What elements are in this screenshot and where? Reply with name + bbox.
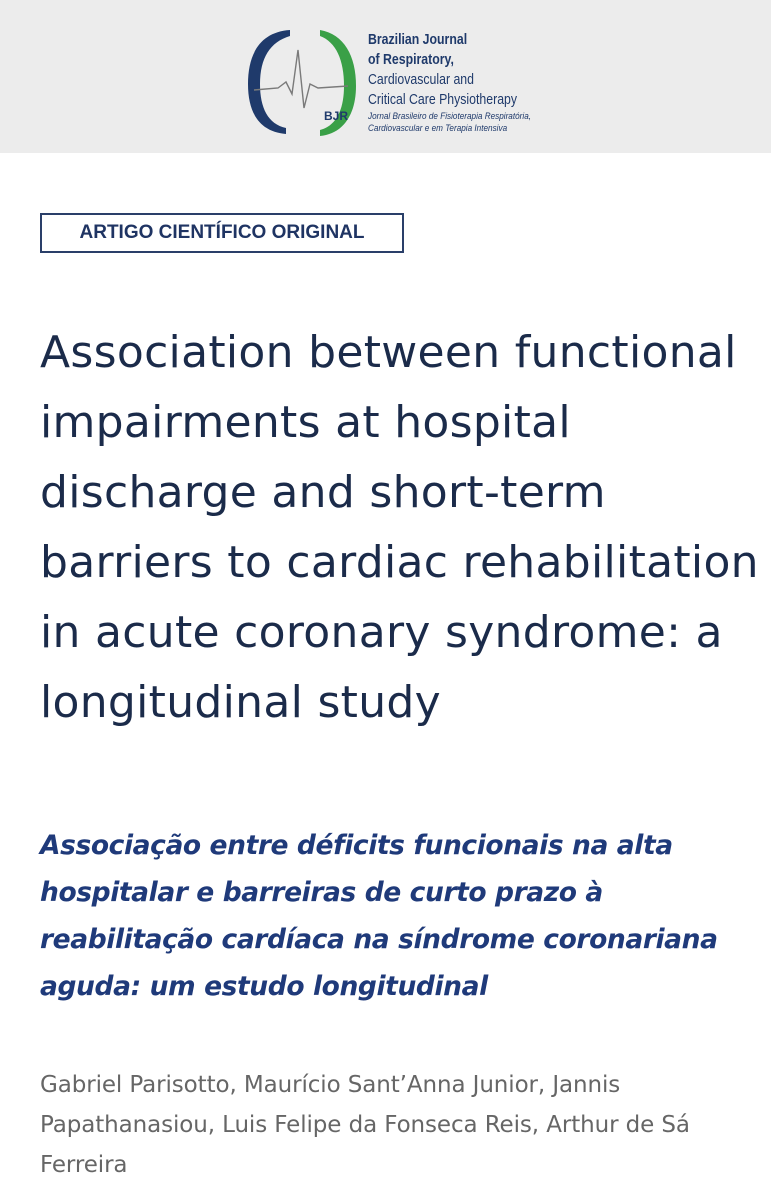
- article-title-portuguese: Associação entre déficits funcionais na alta hospitalar e barreiras de curto prazo à reabilitação cardíaca na síndrome coronariana aguda: um estudo longitudinal: [40, 830, 718, 1002]
- author-list: Gabriel Parisotto, Maurício Sant’Anna Junior, Jannis Papathanasiou, Luis Felipe da Fonseca Reis, Arthur de Sá Ferreira: [40, 1072, 690, 1178]
- article-title-english: Association between functional impairments at hospital discharge and short-term barriers to cardiac rehabilitation in acute coronary syndrome: a longitudinal study: [40, 327, 759, 728]
- journal-logo-icon: [238, 24, 362, 140]
- journal-name-line-1: Brazilian Journal: [368, 31, 468, 48]
- journal-header: [0, 0, 771, 153]
- journal-subtitle-line-2: Cardiovascular e em Terapia Intensiva: [368, 123, 508, 134]
- logo-abbrev: BJR: [324, 109, 349, 123]
- journal-name-line-3: Cardiovascular and: [368, 71, 474, 88]
- article-type-badge: ARTIGO CIENTÍFICO ORIGINAL: [40, 213, 404, 253]
- journal-name: [368, 30, 558, 134]
- journal-name-line-4: Critical Care Physiotherapy: [368, 91, 518, 108]
- journal-name-line-2: of Respiratory,: [368, 51, 454, 68]
- journal-subtitle-line-1: Jornal Brasileiro de Fisioterapia Respiratória,: [368, 111, 532, 122]
